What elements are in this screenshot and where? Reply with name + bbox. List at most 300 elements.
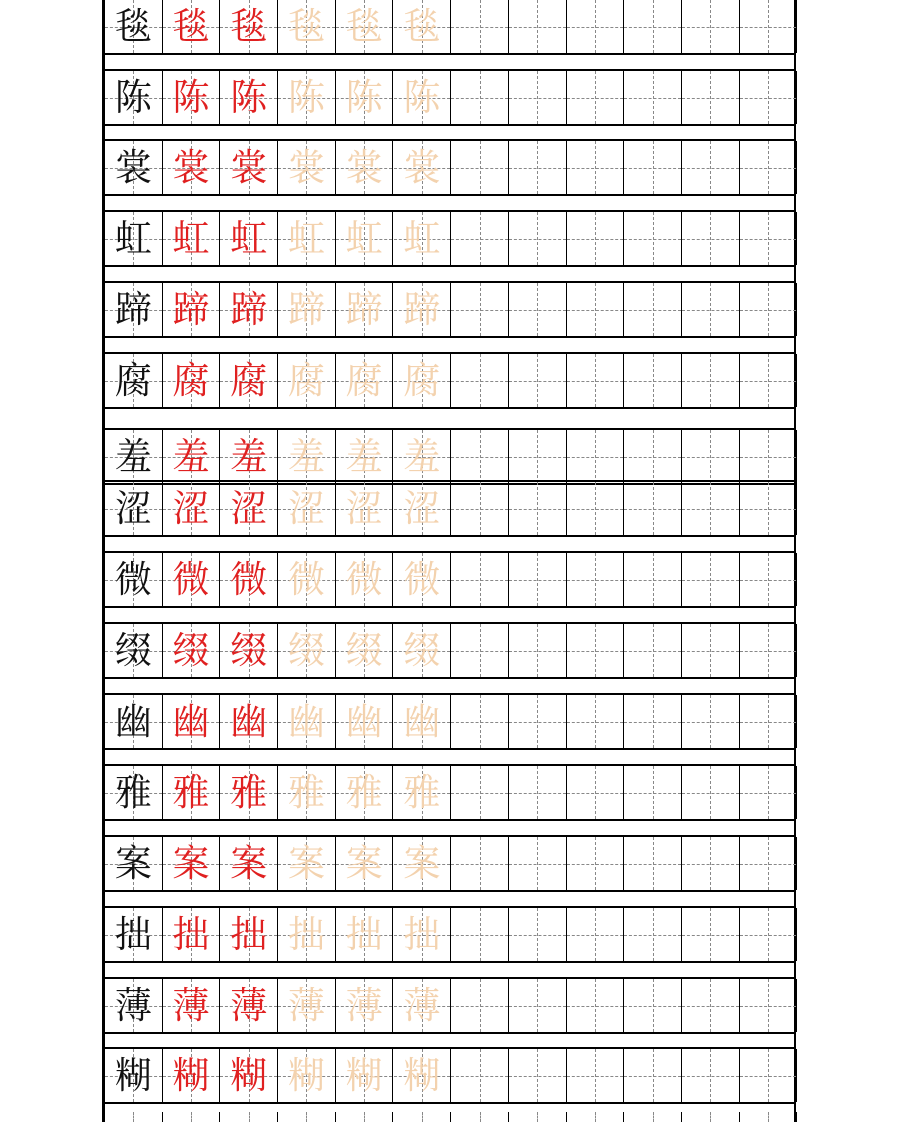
guide-line-vertical <box>595 212 596 265</box>
blank-practice-cell <box>624 553 682 606</box>
guide-line-vertical <box>710 908 711 961</box>
trace-cell <box>394 1049 452 1102</box>
model-character: 腐 <box>114 359 152 402</box>
blank-practice-cell <box>682 624 740 677</box>
blank-practice-cell <box>682 766 740 819</box>
guide-line-vertical <box>768 482 769 535</box>
guide-line-vertical <box>595 624 596 677</box>
copy-cell <box>163 430 221 483</box>
blank-practice-cell <box>451 553 509 606</box>
blank-practice-cell <box>624 283 682 336</box>
model-cell <box>105 430 163 483</box>
trace-character: 陈 <box>287 76 325 119</box>
blank-practice-cell <box>567 212 625 265</box>
red-copy-character: 涩 <box>230 487 268 530</box>
blank-practice-cell <box>451 624 509 677</box>
partial-cell <box>509 1112 567 1122</box>
blank-practice-cell <box>451 1049 509 1102</box>
trace-character: 雅 <box>345 771 383 814</box>
red-copy-character: 虹 <box>172 217 210 260</box>
trace-cell <box>336 71 394 124</box>
trace-cell <box>278 553 336 606</box>
red-copy-character: 羞 <box>172 435 210 478</box>
model-cell <box>105 212 163 265</box>
copy-cell <box>163 553 221 606</box>
practice-row <box>105 210 794 267</box>
trace-cell <box>278 979 336 1032</box>
guide-line-vertical <box>768 283 769 336</box>
guide-line-vertical <box>653 212 654 265</box>
blank-practice-cell <box>624 979 682 1032</box>
guide-line-vertical <box>537 141 538 194</box>
trace-cell <box>394 624 452 677</box>
copy-cell <box>220 283 278 336</box>
blank-practice-cell <box>682 482 740 535</box>
blank-practice-cell <box>682 908 740 961</box>
trace-character: 缀 <box>287 629 325 672</box>
blank-practice-cell <box>509 430 567 483</box>
trace-cell <box>278 0 336 53</box>
blank-practice-cell <box>451 430 509 483</box>
guide-line-vertical <box>710 354 711 407</box>
trace-character: 蹄 <box>403 288 441 331</box>
guide-line-vertical <box>768 553 769 606</box>
guide-line-vertical <box>595 283 596 336</box>
guide-line-vertical <box>422 1112 423 1122</box>
guide-line-vertical <box>595 837 596 890</box>
copy-cell <box>220 482 278 535</box>
guide-line-vertical <box>537 1049 538 1102</box>
blank-practice-cell <box>509 212 567 265</box>
trace-cell <box>336 979 394 1032</box>
trace-cell <box>336 141 394 194</box>
blank-practice-cell <box>624 908 682 961</box>
blank-practice-cell <box>509 482 567 535</box>
guide-line-vertical <box>364 1112 365 1122</box>
guide-line-vertical <box>537 212 538 265</box>
blank-practice-cell <box>509 624 567 677</box>
blank-practice-cell <box>451 0 509 53</box>
trace-character: 拙 <box>287 913 325 956</box>
partial-cell <box>394 1112 452 1122</box>
practice-row <box>105 835 794 892</box>
trace-character: 羞 <box>345 435 383 478</box>
guide-line-vertical <box>595 979 596 1032</box>
blank-practice-cell <box>451 212 509 265</box>
guide-line-vertical <box>537 1112 538 1122</box>
copy-cell <box>163 1049 221 1102</box>
guide-line-vertical <box>710 624 711 677</box>
copy-cell <box>163 71 221 124</box>
blank-practice-cell <box>682 430 740 483</box>
copy-cell <box>163 141 221 194</box>
practice-row <box>105 428 794 485</box>
trace-cell <box>394 354 452 407</box>
copy-cell <box>220 624 278 677</box>
blank-practice-cell <box>740 141 798 194</box>
trace-character: 裳 <box>345 146 383 189</box>
trace-cell <box>278 482 336 535</box>
copy-cell <box>220 0 278 53</box>
blank-practice-cell <box>682 1049 740 1102</box>
model-character: 微 <box>114 558 152 601</box>
trace-character: 毯 <box>345 5 383 48</box>
trace-cell <box>278 624 336 677</box>
trace-character: 案 <box>287 842 325 885</box>
blank-practice-cell <box>624 212 682 265</box>
trace-cell <box>278 354 336 407</box>
copy-cell <box>220 837 278 890</box>
guide-line-vertical <box>768 979 769 1032</box>
guide-line-vertical <box>710 837 711 890</box>
partial-cell <box>336 1112 394 1122</box>
trace-character: 陈 <box>345 76 383 119</box>
guide-line-vertical <box>595 766 596 819</box>
guide-line-vertical <box>710 0 711 53</box>
guide-line-vertical <box>480 695 481 748</box>
trace-cell <box>394 908 452 961</box>
red-copy-character: 缀 <box>230 629 268 672</box>
blank-practice-cell <box>451 695 509 748</box>
trace-character: 幽 <box>345 700 383 743</box>
blank-practice-cell <box>740 695 798 748</box>
guide-line-vertical <box>249 1112 250 1122</box>
guide-line-vertical <box>595 430 596 483</box>
guide-line-vertical <box>480 837 481 890</box>
trace-character: 蹄 <box>287 288 325 331</box>
trace-character: 糊 <box>403 1054 441 1097</box>
red-copy-character: 案 <box>230 842 268 885</box>
guide-line-vertical <box>537 908 538 961</box>
practice-row <box>105 977 794 1034</box>
practice-row <box>105 480 794 537</box>
model-character: 幽 <box>114 700 152 743</box>
model-cell <box>105 0 163 53</box>
guide-line-vertical <box>480 1112 481 1122</box>
partial-cell <box>682 1112 740 1122</box>
guide-line-vertical <box>480 212 481 265</box>
blank-practice-cell <box>624 837 682 890</box>
copy-cell <box>163 837 221 890</box>
trace-cell <box>336 430 394 483</box>
trace-character: 腐 <box>287 359 325 402</box>
blank-practice-cell <box>451 283 509 336</box>
blank-practice-cell <box>509 354 567 407</box>
copy-cell <box>220 212 278 265</box>
guide-line-vertical <box>653 0 654 53</box>
model-cell <box>105 1049 163 1102</box>
blank-practice-cell <box>740 283 798 336</box>
practice-row <box>105 352 794 409</box>
trace-character: 薄 <box>403 984 441 1027</box>
guide-line-vertical <box>768 430 769 483</box>
guide-line-vertical <box>480 624 481 677</box>
blank-practice-cell <box>567 908 625 961</box>
copy-cell <box>163 908 221 961</box>
trace-character: 虹 <box>345 217 383 260</box>
model-cell <box>105 553 163 606</box>
red-copy-character: 毯 <box>230 5 268 48</box>
trace-cell <box>278 141 336 194</box>
guide-line-vertical <box>595 354 596 407</box>
trace-character: 毯 <box>287 5 325 48</box>
trace-cell <box>336 908 394 961</box>
blank-practice-cell <box>682 695 740 748</box>
trace-character: 幽 <box>403 700 441 743</box>
trace-character: 虹 <box>403 217 441 260</box>
trace-character: 微 <box>287 558 325 601</box>
model-cell <box>105 482 163 535</box>
blank-practice-cell <box>567 354 625 407</box>
blank-practice-cell <box>740 553 798 606</box>
partial-cell <box>624 1112 682 1122</box>
copy-cell <box>220 979 278 1032</box>
trace-character: 幽 <box>287 700 325 743</box>
blank-practice-cell <box>740 624 798 677</box>
trace-cell <box>336 695 394 748</box>
copy-cell <box>163 979 221 1032</box>
guide-line-vertical <box>133 1112 134 1122</box>
trace-character: 腐 <box>345 359 383 402</box>
blank-practice-cell <box>682 212 740 265</box>
blank-practice-cell <box>509 837 567 890</box>
guide-line-vertical <box>480 766 481 819</box>
blank-practice-cell <box>682 354 740 407</box>
guide-line-vertical <box>595 0 596 53</box>
partial-cell <box>278 1112 336 1122</box>
blank-practice-cell <box>740 766 798 819</box>
guide-line-vertical <box>710 141 711 194</box>
guide-line-vertical <box>480 979 481 1032</box>
trace-character: 裳 <box>403 146 441 189</box>
red-copy-character: 雅 <box>230 771 268 814</box>
practice-row <box>105 69 794 126</box>
blank-practice-cell <box>567 430 625 483</box>
guide-line-vertical <box>710 1049 711 1102</box>
guide-line-vertical <box>537 766 538 819</box>
trace-character: 雅 <box>287 771 325 814</box>
trace-cell <box>278 837 336 890</box>
guide-line-vertical <box>537 837 538 890</box>
blank-practice-cell <box>567 71 625 124</box>
blank-practice-cell <box>682 837 740 890</box>
trace-cell <box>278 283 336 336</box>
blank-practice-cell <box>682 283 740 336</box>
model-cell <box>105 624 163 677</box>
trace-cell <box>394 482 452 535</box>
blank-practice-cell <box>682 141 740 194</box>
model-character: 雅 <box>114 771 152 814</box>
trace-cell <box>336 1049 394 1102</box>
guide-line-vertical <box>653 1112 654 1122</box>
guide-line-vertical <box>768 212 769 265</box>
blank-practice-cell <box>740 979 798 1032</box>
guide-line-vertical <box>710 1112 711 1122</box>
red-copy-character: 虹 <box>230 217 268 260</box>
guide-line-vertical <box>480 71 481 124</box>
blank-practice-cell <box>509 695 567 748</box>
copy-cell <box>163 624 221 677</box>
guide-line-vertical <box>768 1049 769 1102</box>
guide-line-vertical <box>768 71 769 124</box>
blank-practice-cell <box>509 553 567 606</box>
trace-character: 涩 <box>403 487 441 530</box>
red-copy-character: 蹄 <box>230 288 268 331</box>
model-character: 蹄 <box>114 288 152 331</box>
trace-character: 腐 <box>403 359 441 402</box>
red-copy-character: 雅 <box>172 771 210 814</box>
copy-cell <box>220 1049 278 1102</box>
model-cell <box>105 283 163 336</box>
trace-character: 糊 <box>345 1054 383 1097</box>
trace-cell <box>278 430 336 483</box>
blank-practice-cell <box>567 979 625 1032</box>
blank-practice-cell <box>451 837 509 890</box>
blank-practice-cell <box>509 766 567 819</box>
guide-line-vertical <box>480 283 481 336</box>
guide-line-vertical <box>595 482 596 535</box>
blank-practice-cell <box>567 0 625 53</box>
red-copy-character: 拙 <box>172 913 210 956</box>
copy-cell <box>220 141 278 194</box>
trace-cell <box>394 695 452 748</box>
blank-practice-cell <box>740 908 798 961</box>
guide-line-vertical <box>653 283 654 336</box>
guide-line-vertical <box>768 141 769 194</box>
trace-character: 糊 <box>287 1054 325 1097</box>
guide-line-vertical <box>710 283 711 336</box>
model-character: 糊 <box>114 1054 152 1097</box>
model-character: 陈 <box>114 76 152 119</box>
red-copy-character: 羞 <box>230 435 268 478</box>
red-copy-character: 涩 <box>172 487 210 530</box>
blank-practice-cell <box>567 695 625 748</box>
copy-cell <box>220 695 278 748</box>
trace-character: 蹄 <box>345 288 383 331</box>
guide-line-vertical <box>768 908 769 961</box>
blank-practice-cell <box>624 624 682 677</box>
trace-cell <box>394 283 452 336</box>
blank-practice-cell <box>567 837 625 890</box>
guide-line-vertical <box>537 71 538 124</box>
trace-cell <box>336 354 394 407</box>
model-character: 虹 <box>114 217 152 260</box>
trace-character: 裳 <box>287 146 325 189</box>
model-character: 涩 <box>114 487 152 530</box>
blank-practice-cell <box>567 766 625 819</box>
practice-row <box>105 0 794 55</box>
model-cell <box>105 766 163 819</box>
partial-cell <box>163 1112 221 1122</box>
guide-line-vertical <box>595 553 596 606</box>
trace-cell <box>336 482 394 535</box>
guide-line-vertical <box>653 482 654 535</box>
practice-sheet <box>102 0 796 1122</box>
guide-line-vertical <box>710 71 711 124</box>
trace-cell <box>394 212 452 265</box>
blank-practice-cell <box>451 482 509 535</box>
blank-practice-cell <box>509 908 567 961</box>
guide-line-vertical <box>537 354 538 407</box>
trace-character: 羞 <box>287 435 325 478</box>
trace-character: 缀 <box>403 629 441 672</box>
blank-practice-cell <box>451 71 509 124</box>
blank-practice-cell <box>740 0 798 53</box>
copy-cell <box>163 212 221 265</box>
copy-cell <box>220 354 278 407</box>
trace-character: 涩 <box>287 487 325 530</box>
guide-line-vertical <box>768 837 769 890</box>
partial-cell <box>105 1112 163 1122</box>
model-cell <box>105 695 163 748</box>
blank-practice-cell <box>567 141 625 194</box>
blank-practice-cell <box>740 212 798 265</box>
trace-cell <box>394 553 452 606</box>
model-character: 薄 <box>114 984 152 1027</box>
copy-cell <box>220 71 278 124</box>
guide-line-vertical <box>710 766 711 819</box>
guide-line-vertical <box>768 0 769 53</box>
copy-cell <box>220 553 278 606</box>
blank-practice-cell <box>509 0 567 53</box>
trace-character: 微 <box>345 558 383 601</box>
guide-line-vertical <box>653 624 654 677</box>
trace-character: 拙 <box>345 913 383 956</box>
red-copy-character: 蹄 <box>172 288 210 331</box>
practice-row <box>105 622 794 679</box>
red-copy-character: 腐 <box>230 359 268 402</box>
blank-practice-cell <box>509 1049 567 1102</box>
guide-line-vertical <box>653 837 654 890</box>
blank-practice-cell <box>624 766 682 819</box>
blank-practice-cell <box>567 553 625 606</box>
guide-line-vertical <box>710 979 711 1032</box>
guide-line-vertical <box>537 283 538 336</box>
guide-line-vertical <box>653 695 654 748</box>
model-cell <box>105 141 163 194</box>
model-cell <box>105 837 163 890</box>
guide-line-vertical <box>595 1049 596 1102</box>
guide-line-vertical <box>653 141 654 194</box>
partial-cell <box>451 1112 509 1122</box>
guide-line-vertical <box>768 354 769 407</box>
blank-practice-cell <box>624 695 682 748</box>
blank-practice-cell <box>451 979 509 1032</box>
trace-character: 雅 <box>403 771 441 814</box>
blank-practice-cell <box>624 482 682 535</box>
blank-practice-cell <box>624 71 682 124</box>
model-cell <box>105 71 163 124</box>
blank-practice-cell <box>567 283 625 336</box>
trace-cell <box>278 766 336 819</box>
guide-line-vertical <box>768 766 769 819</box>
model-cell <box>105 908 163 961</box>
practice-row <box>105 139 794 196</box>
trace-cell <box>336 624 394 677</box>
guide-line-vertical <box>653 430 654 483</box>
guide-line-vertical <box>537 482 538 535</box>
trace-character: 缀 <box>345 629 383 672</box>
blank-practice-cell <box>509 283 567 336</box>
guide-line-vertical <box>710 430 711 483</box>
practice-row <box>105 906 794 963</box>
copy-cell <box>163 482 221 535</box>
blank-practice-cell <box>740 354 798 407</box>
trace-character: 陈 <box>403 76 441 119</box>
trace-cell <box>394 141 452 194</box>
guide-line-vertical <box>595 141 596 194</box>
model-character: 羞 <box>114 435 152 478</box>
